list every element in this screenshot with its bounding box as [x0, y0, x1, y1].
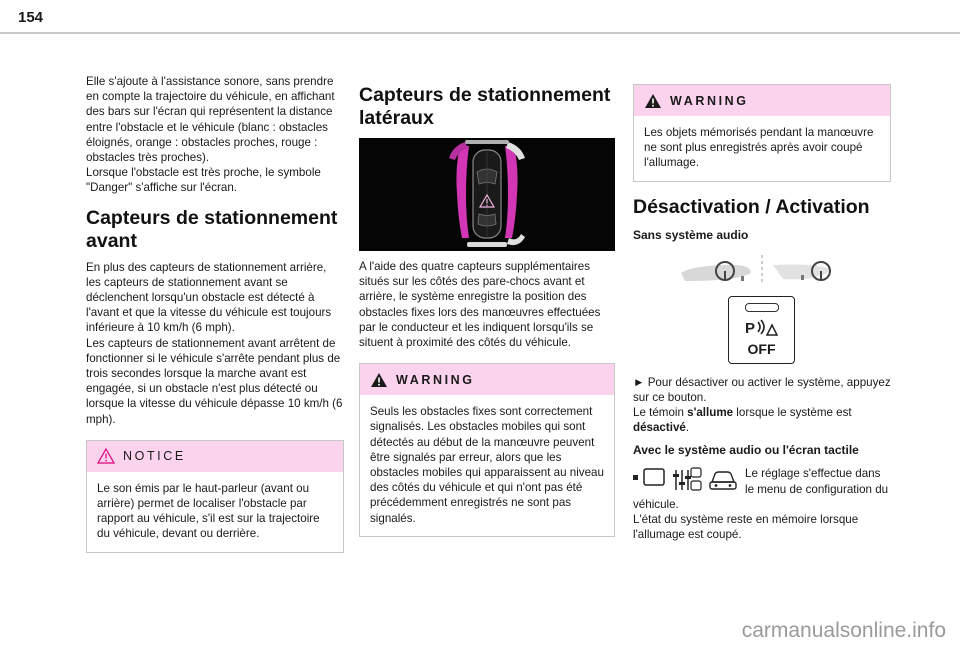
lamp-text: lorsque le système est [733, 406, 852, 420]
section-heading-side-sensors: Capteurs de stationnement latéraux [359, 84, 611, 129]
lamp-paragraph [633, 405, 891, 435]
off-label: OFF [747, 340, 776, 357]
warning-box-memory [633, 84, 891, 182]
watermark: carmanualsonline.info [741, 619, 946, 642]
lamp-text: Le témoin [633, 406, 688, 420]
side-sensors-paragraph: A l'aide des quatre capteurs supplémentaires situés sur les côtés des pare-chocs avant et arrière, le système enregistre la position des obstacles fixes lors des manœuvres effectuées par le conducteur et les indiquent lorsqu'ils se situent à proximité des côtés du véhicule. [359, 260, 601, 350]
settings-instruction-continued: véhicule. [633, 497, 679, 511]
warning-text: Seuls les obstacles fixes sont correctement signalisés. Les obstacles mobiles qui sont détectés au début de la manœuvre peuvent être signalés par erreur, alors que les obstacles mobiles qui apparaissent au niveau des côtés du véhicule et qui n'ont pas été précédemment enregistrés ne sont pas signalés. [370, 405, 604, 525]
indicator-lamp [745, 303, 779, 312]
svg-text:P: P [745, 319, 756, 337]
column-3 [633, 84, 891, 542]
notice-title: NOTICE [123, 449, 186, 464]
parking-sensor-off-icon [741, 317, 781, 339]
warning-title: WARNING [670, 93, 749, 108]
side-sensors-illustration [359, 138, 615, 251]
section-heading-front-sensors: Capteurs de stationnement avant [86, 206, 338, 252]
warning-header [360, 364, 614, 395]
subheading-no-audio: Sans système audio [633, 227, 749, 242]
danger-paragraph: Lorsque l'obstacle est très proche, le symbole "Danger" s'affiche sur l'écran. [86, 166, 321, 195]
column-2 [359, 84, 615, 537]
deactivate-instruction: ► Pour désactiver ou activer le système, appuyez sur ce bouton. [633, 375, 891, 404]
car-sensor-diagram [359, 138, 615, 251]
notice-header [87, 441, 343, 472]
lamp-text: . [685, 421, 690, 435]
lamp-text-bold: désactivé [633, 421, 686, 435]
notice-box [86, 440, 344, 553]
section-heading-deactivation: Désactivation / Activation [633, 195, 870, 218]
warning-title: WARNING [396, 372, 475, 387]
warning-triangle-icon [644, 93, 662, 109]
warning-box-side-sensors [359, 363, 615, 537]
warning-text: Les objets mémorisés pendant la manœuvre ne sont plus enregistrés après avoir coupé l'allumage. [644, 126, 874, 170]
memory-paragraph: L'état du système reste en mémoire lorsque l'allumage est coupé. [633, 513, 859, 542]
intro-paragraph: Elle s'ajoute à l'assistance sonore, sans prendre en compte la trajectoire du véhicule, en affichant des bars sur l'écran qui représentent la distance entre l'obstacle et le véhicule (blanc : obstacles éloignés, orange : obstacles proches, rouge : obstacles très proches). [86, 75, 335, 165]
car-icon [710, 472, 736, 489]
header-rule [0, 32, 960, 34]
lamp-text-bold: s'allume [687, 406, 734, 420]
subheading-with-audio: Avec le système audio ou l'écran tactile [633, 443, 859, 458]
settings-row [633, 466, 891, 496]
settings-instruction: Le réglage s'effectue dans le menu de configuration du [745, 467, 889, 496]
screen-icon [633, 469, 664, 485]
warning-header [634, 85, 890, 116]
settings-icon [673, 468, 701, 490]
settings-path-icons [633, 466, 737, 494]
warning-triangle-icon [370, 372, 388, 388]
front-sensors-paragraph-1: En plus des capteurs de stationnement arrière, les capteurs de stationnement avant se déclenchent lorsqu'un obstacle est détecté à l'avant et que la vitesse du véhicule est toujours inférieure à 10 km/h (6 mph). [86, 260, 332, 335]
column-1 [86, 74, 344, 553]
switch-location-illustration [633, 251, 891, 289]
parking-sensor-off-button[interactable] [728, 296, 795, 364]
notice-triangle-icon [97, 448, 115, 464]
notice-text: Le son émis par le haut-parleur (avant ou arrière) permet de localiser l'obstacle par rapport au véhicule, s'il est sur la trajectoire du véhicule, devant ou derrière. [97, 481, 320, 541]
page-number: 154 [18, 9, 44, 26]
front-sensors-paragraph-2: Les capteurs de stationnement avant arrêtent de fonctionner si le véhicule s'arrête pendant plus de trois secondes lorsque la marche avant est engagée, si un obstacle n'est plus détecté ou lorsque la vitesse du véhicule dépasse 10 km/h (6 mph). [86, 336, 343, 426]
